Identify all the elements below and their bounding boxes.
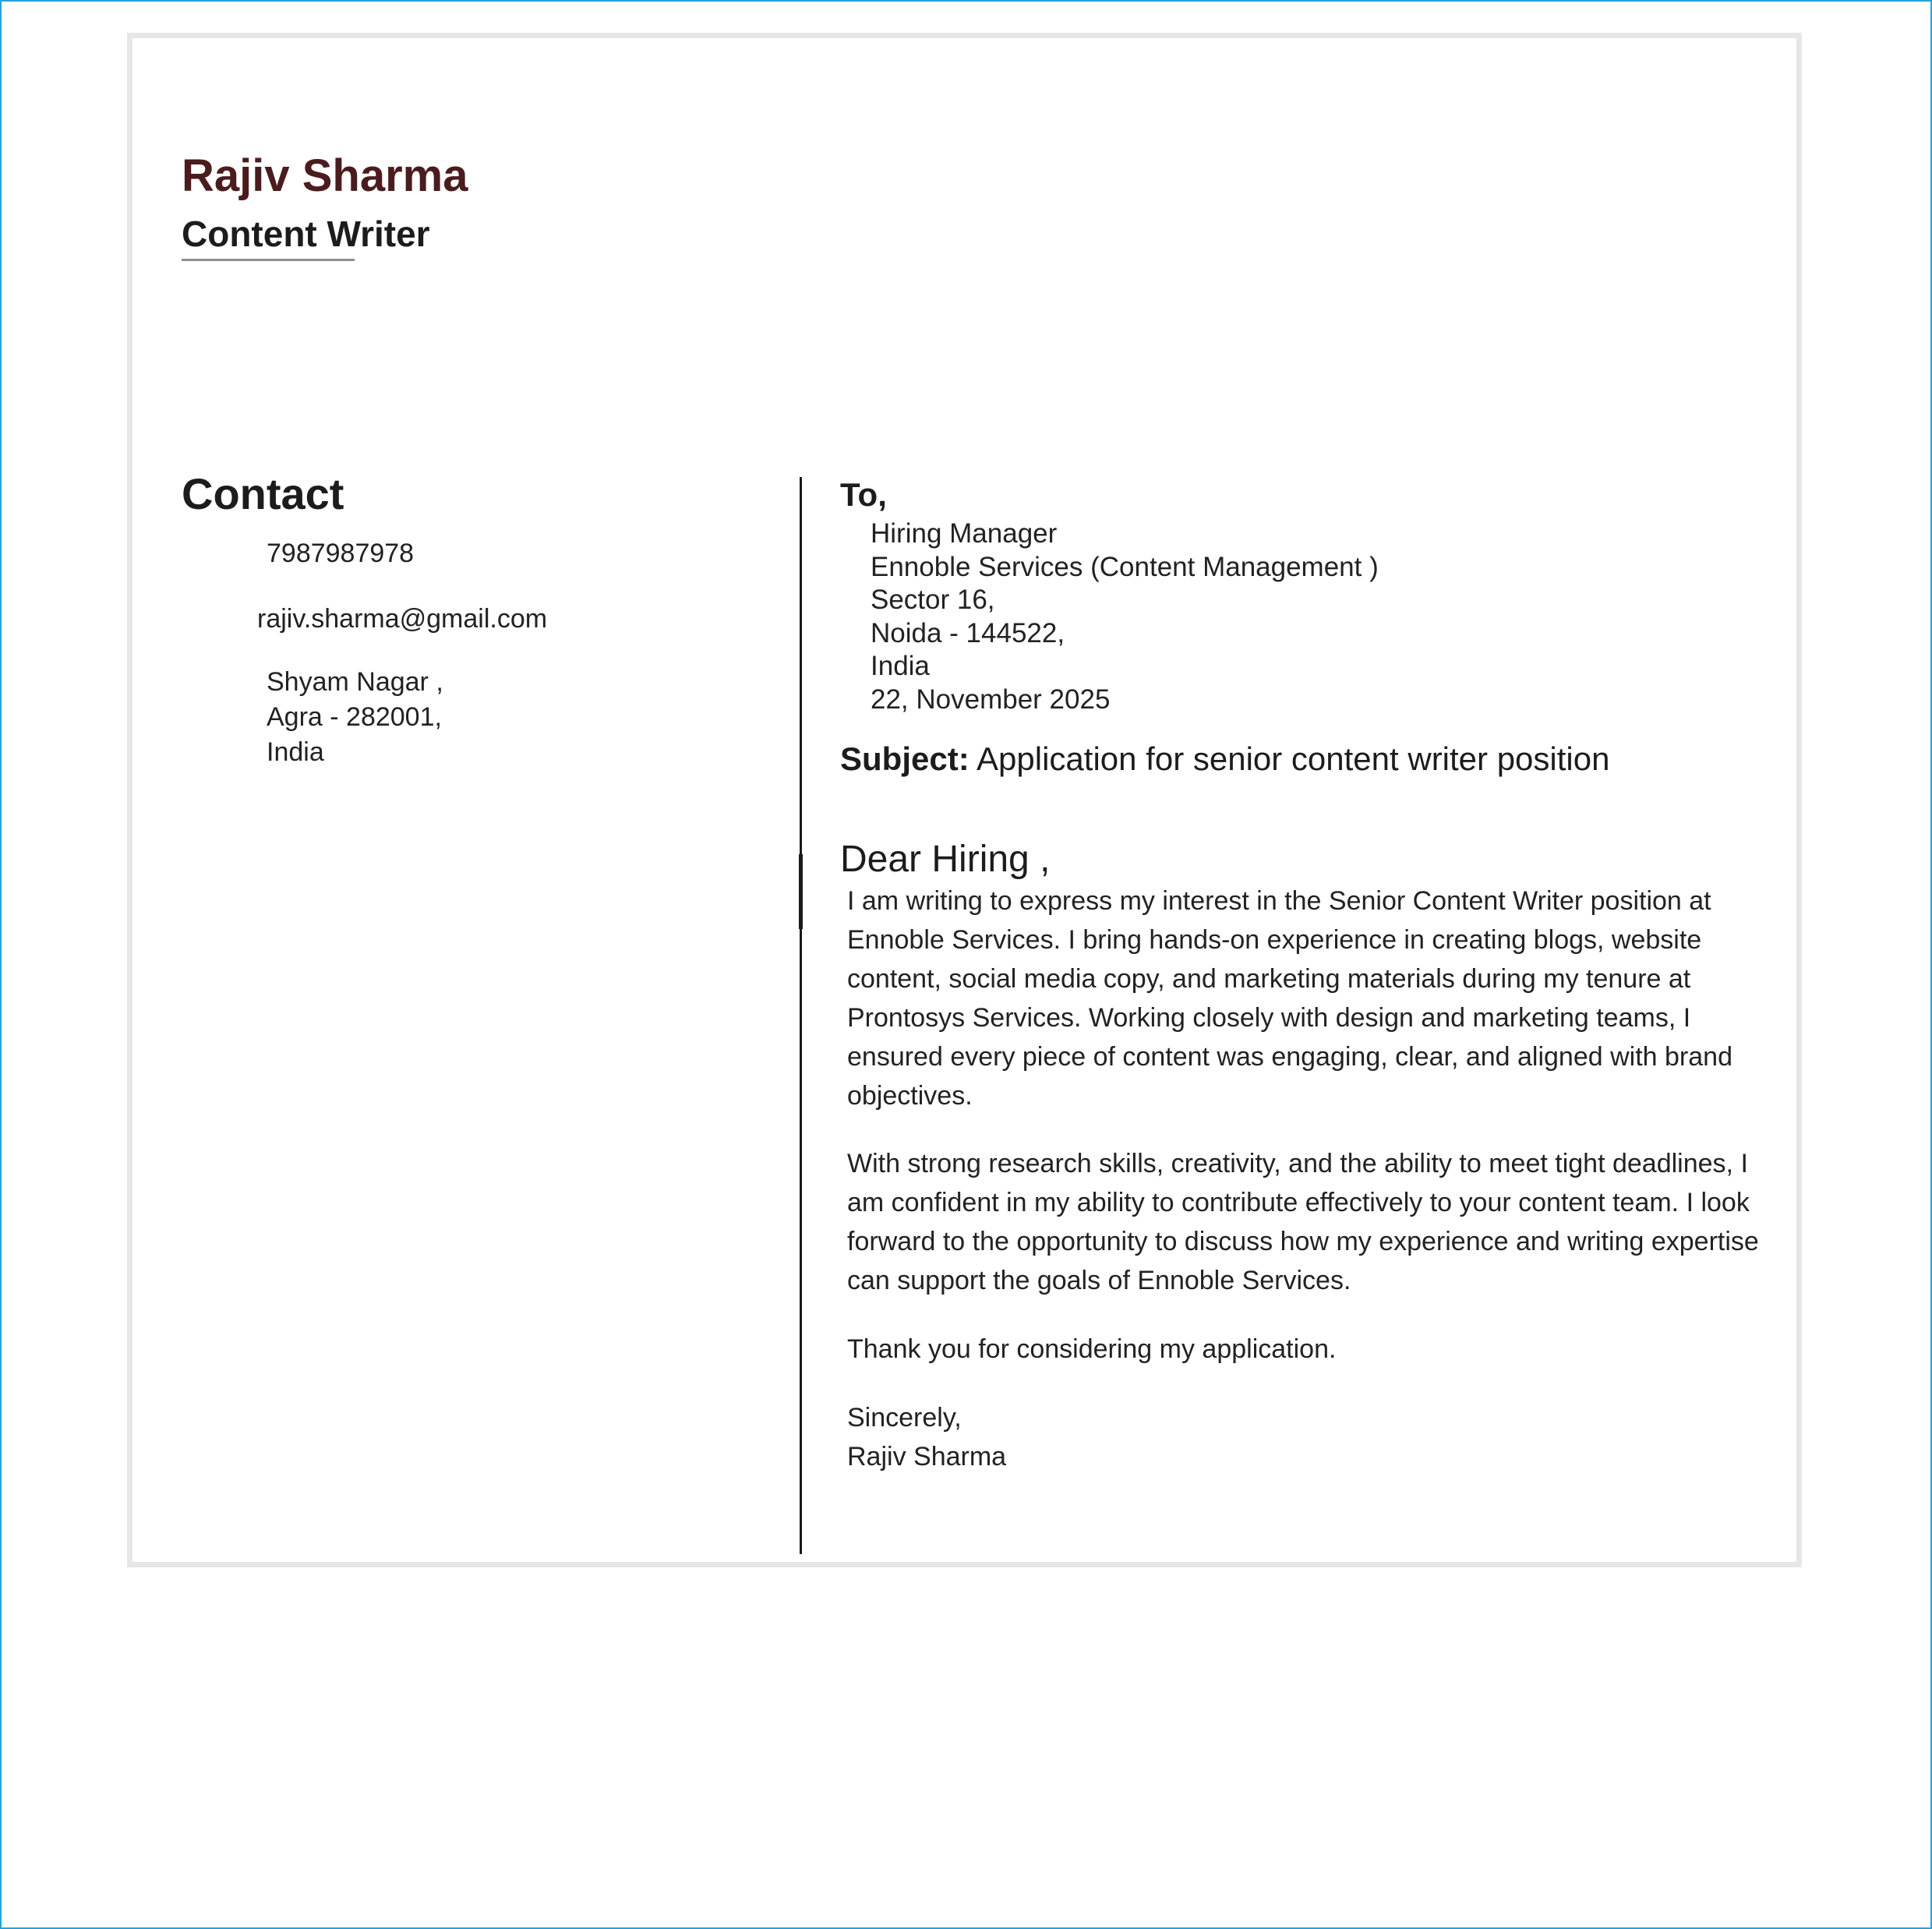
name-underline	[182, 259, 355, 261]
recipient-line: Sector 16,	[871, 585, 995, 615]
contact-address-line: Agra - 282001,	[267, 702, 442, 732]
subject-text: Application for senior content writer position	[969, 740, 1610, 777]
contact-phone: 7987987978	[267, 539, 415, 568]
contact-heading: Contact	[182, 469, 344, 518]
recipient-line: Noida - 144522,	[871, 617, 1065, 648]
applicant-role: Content Writer	[182, 214, 430, 254]
letter-page	[127, 33, 1802, 1567]
closing-block	[847, 1399, 1763, 1477]
contact-address-line: Shyam Nagar ,	[267, 667, 443, 697]
recipient-line: Ennoble Services (Content Management )	[871, 551, 1379, 582]
body-paragraph: I am writing to express my interest in the Senior Content Writer position at Ennoble Services. I bring hands-on experience in creating blogs, website content, social media copy, and marketing materials during my tenure at Prontosys Services. Working closely with design and marketing teams, I ensured every piece of content was engaging, clear, and aligned with brand objectives.	[847, 886, 1732, 1111]
contact-email: rajiv.sharma@gmail.com	[257, 604, 548, 634]
signature: Rajiv Sharma	[847, 1441, 1007, 1471]
column-divider	[800, 477, 802, 1554]
body-paragraph: Thank you for considering my application.	[847, 1334, 1337, 1365]
contact-address-line: India	[267, 737, 324, 767]
greeting: Dear Hiring ,	[840, 839, 1051, 880]
recipient-line: Hiring Manager	[871, 518, 1058, 549]
signoff: Sincerely,	[847, 1402, 962, 1433]
recipient-block	[871, 518, 1379, 716]
subject-line	[840, 740, 1610, 777]
recipient-line: India	[871, 651, 930, 681]
body-paragraph: With strong research skills, creativity, and the ability to meet tight deadlines, I am confident in my ability to contribute effectively to your content team. I look forward to the opportunity to discuss how my experience and writing expertise can support the goals of Ennoble Services.	[847, 1149, 1759, 1296]
letter-date: 22, November 2025	[871, 684, 1111, 715]
subject-label: Subject:	[840, 740, 970, 777]
column-divider-accent	[799, 854, 803, 929]
to-label: To,	[840, 476, 887, 513]
letter-body	[847, 882, 1763, 1477]
applicant-name: Rajiv Sharma	[182, 150, 468, 201]
